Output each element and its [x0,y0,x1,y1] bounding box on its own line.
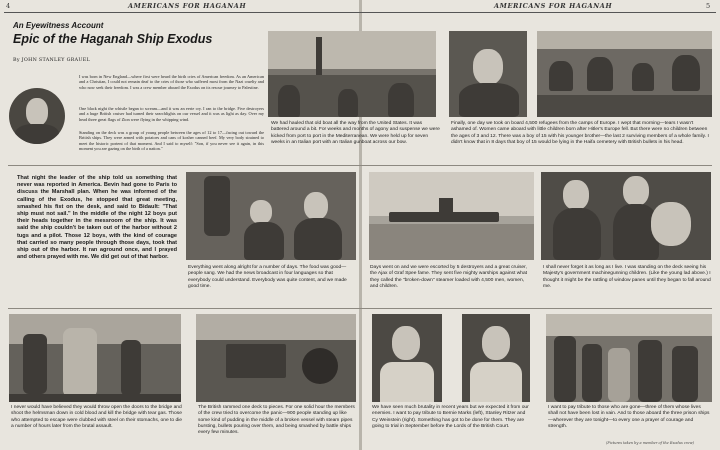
photo-refugee-man [449,31,527,117]
photo-funeral-crowd [546,314,712,402]
article-title: Epic of the Haganah Ship Exodus [13,32,213,46]
photo-credit: (Pictures taken by a member of the Exodus crew) [606,441,694,445]
bold-narrative: That night the leader of the ship told us something that never was reported in America. Bevin had gone to Paris to discuss the Marshall plan. When he was informed of the calling of the Exodus, he stopped that great meeting, smashed his fist on the desk, and said to Bidault: "That ship must not sail." In the middle of the night 12 boys put their heads together in the messroom of the ship. It was said the ship couldn't be taken out of the harbor without 2 tugs and a pilot. Those 12 boys, with the kind of courage that carried so many people through those days, took that ship out of the harbor. It ran aground once, and I prayed and others prayed with me. We did get out of that harbor. [17,175,177,261]
caption-3: Everything went along alright for a number of days. The food was good—people sang. We had the news broadcast in four languages so that everybody could understand. Everybody was quite content, and we made good time. [188,265,347,289]
photo-damaged-deck [196,314,356,402]
row-divider-1 [8,165,712,166]
photo-ship-in-port [268,31,436,117]
intro-paragraph-2: One black night the whistle began to scream—and it was an eerie cry. I ran to the bridge. Five destroyers and a huge British cruiser had turned their searchlights on our vessel and it was as light as day. Over my head three great flags of Zion were flying in the whipping wind. [79,106,264,122]
right-running-head: AMERICANS FOR HAGANAH [494,2,613,10]
caption-2: Finally, one day we took on board 4,500 refugees from the camps of Europe. I wept that morning—tears I wasn't ashamed of. Women came aboard with little children born after Hitler's Europe fell. But there were no children between the ages of 3 and 12. There was a boy of 15 with his younger brother—the last 2 surviving members of a whole family. I didn't know that in 8 days that boy of 15 would be lying in the Haifa cemetery with British bullets in his head. [451,121,709,145]
left-running-head: AMERICANS FOR HAGANAH [128,2,247,10]
left-page-number: 4 [6,2,11,10]
photo-crewman-left [372,314,442,402]
caption-8: We have seen much brutality in recent years but we expected it from our enemies. I want to pay tribute to Bernie Marks (left), Stanley Ritzer and Cy Weinstein (right). Something has got to be done for them. They are going to trial in September before the Lords of the British Court. [372,405,529,429]
caption-1: We had hauled that old boat all the way from the United States. It was battered around a bit. For weeks and months of agony and suspense we were kicked from port to port in the Mediterranean. We were held up for seven weeks in an Italian port with an Italian gunboat across our bow. [271,121,440,145]
photo-wounded-men [9,314,181,402]
article-byline: By JOHN STANLEY GRAUEL [13,58,91,63]
photo-british-cruiser [369,172,534,260]
caption-7: The British rammed one deck to pieces. For one solid hour the members of the crew tried to overcome the panic—900 people standing up like some kind of pudding in the middle of a broken vessel with steam pipes bursting, bullets pouring over them, and being smashed by battle ships every few minutes. [198,405,355,436]
caption-9: I want to pay tribute to those who are gone—three of them whose lives shall not have been lost in vain. And to those aboard the three prison ships—wherever they are tonight—to every one a prayer of courage and strength. [548,405,710,429]
photo-people-singing [186,172,356,260]
article-kicker: An Eyewitness Account [13,21,104,30]
intro-paragraph-3: Standing on the deck was a group of young people between the ages of 12 to 17—facing out toward the British ships. They were armed with potatoes and cans of kosher canned beef. My very body strained to meet the historic portent of that moment. And I said to myself: "Son, if you never see it again, in this moment you are gazing on the birth of a nation." [79,130,264,151]
photo-crowded-deck [537,31,712,117]
caption-6: I never would have believed they would throw open the doors to the bridge and shoot the helmsman down in cold blood and kill the bridge with tear gas. Those who attempted to escape were clubbed with steel on their stomachs, one to die a number of hours later from the brutal assault. [11,405,183,429]
photo-young-passengers [541,172,711,260]
row-divider-2 [8,308,712,309]
caption-4: Days went on and we were escorted by 5 destroyers and a great cruiser, the Ajax of Graf Spee fame. They sent five mighty warships against what they called the "broken-down" steamer loaded with 4,500 men, women, and children. [370,265,528,289]
header-rule [4,12,716,13]
author-portrait [9,88,65,144]
caption-5: I shall never forget it as long as I live. I was standing on the deck seeing his Majesty's government machinegunning children. (Like the young lad above.) I thought it might be the rattling of window panes until they began to fall around me. [543,265,711,289]
right-page-number: 5 [706,2,711,10]
intro-paragraph-1: I was born in New England—where first were heard the birth cries of American freedom. As an American and a Christian, I could not remain deaf to the cries of those who suffered most from the Nazi cruelty and who now seek their freedom. I was a crew member aboard the Exodus on its rescue journey to Palestine. [79,74,264,90]
photo-crewman-right [462,314,530,402]
